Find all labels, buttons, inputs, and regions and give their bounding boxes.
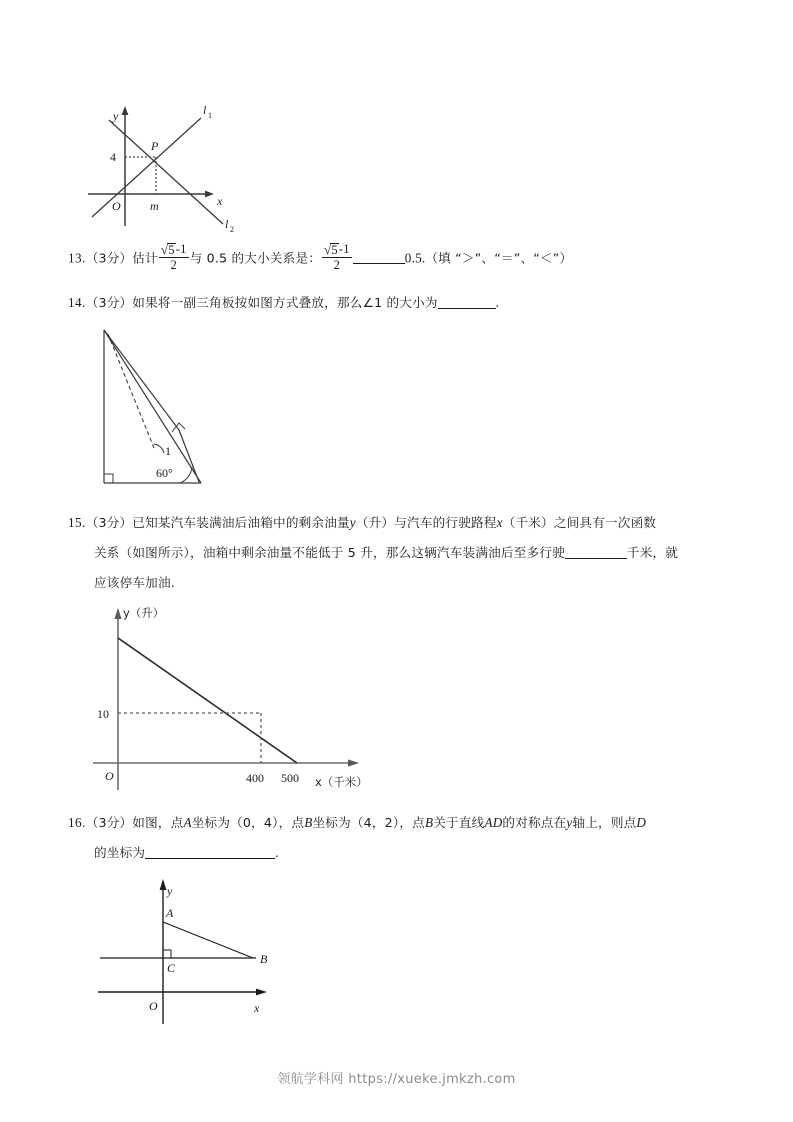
angle-60-arc [180,467,192,483]
q13-hint: （填 “＞”、“＝”、“＜”） [425,250,573,266]
figure-coordinate-plane-abc [88,872,318,1032]
q13-compare-value: 0.5. [404,250,426,266]
y-value-label: 4 [110,150,116,164]
y-axis-arrow [160,879,167,890]
ruler2-right-edge [179,430,199,482]
line-l1-subscript: 1 [208,111,212,120]
right-angle-mark-c [163,950,171,958]
angle-60-label: 60° [156,466,173,480]
origin-label: O [149,999,158,1013]
q13-number: 13. [68,250,86,266]
footer-watermark: 领航学科网 https://xueke.jmkzh.com [277,1072,516,1087]
q14-number: 14. [68,295,86,310]
q15-line2-b: 千米，就 [626,545,679,560]
q16-score: （3分） [85,815,133,830]
angle-1-label: 1 [165,444,171,458]
y-axis-label: y [167,884,173,898]
angle-1-arc [154,444,164,453]
q14-score: （3分） [85,295,133,310]
point-c-label: C [167,961,176,975]
q15-var-y: y [349,515,356,530]
q16-line1-e: 的对称点在 [502,815,567,830]
x-axis-label: x [217,194,223,208]
x-tick-400: 400 [246,771,264,785]
x-axis-arrow [205,191,214,198]
q13-fraction-1: $\frac{√5-1}{2}$ [160,242,187,273]
q15-line1-a: 已知某汽车装满油后油箱中的剩余油量 [132,515,350,530]
point-a-label: A [166,906,174,920]
line-l2-subscript: 2 [230,225,234,234]
q16-answer-blank[interactable] [145,845,275,859]
figure-fuel-graph [85,600,405,795]
line-l1-label: l [203,103,207,117]
x-axis-label: x [254,1001,260,1015]
q15-line1-b: （升）与汽车的行驶路程 [355,515,497,530]
question-16 [68,808,646,868]
q16-point-b: B [304,815,313,830]
q13-radicand-2: 5 [331,243,338,257]
q13-numerator-suffix-2: -1 [338,242,350,256]
y-axis-label: y [113,109,119,123]
q16-line1-f: 轴上，则点 [572,815,637,830]
point-b-label: B [260,952,268,966]
q13-numerator-suffix-1: -1 [175,242,187,256]
x-axis-arrow [348,759,359,766]
q13-denominator-1: 2 [170,258,178,273]
q16-line2-a: 的坐标为 [94,845,146,860]
q15-number: 15. [68,515,86,530]
ruler2-upper-edge [104,330,179,430]
q15-line2-a: 关系（如图所示），油箱中剩余油量不能低于 5 升，那么这辆汽车装满油后至多行驶 [94,545,565,560]
x-tick-500: 500 [281,771,299,785]
q16-number: 16. [68,815,86,830]
q13-text-before: 估计 [132,250,158,266]
y-axis-arrow [114,608,121,619]
q16-axis-y: y [566,815,573,830]
y-axis-label: y（升） [123,606,165,620]
q13-radicand-1: 5 [168,243,175,257]
q16-point-a: A [183,815,192,830]
q14-trailing: . [495,295,500,310]
figure-stacked-triangle-rulers [96,322,286,497]
q16-line-ad: AD [484,815,503,830]
right-angle-mark-bottom-left [104,474,113,483]
question-15 [68,508,678,598]
q13-text-middle: 与 0.5 的大小关系是： [189,250,322,266]
x-axis-arrow [256,989,267,996]
x-value-label: m [150,199,159,213]
q13-score: （3分） [85,250,133,266]
q15-line1-c: （千米）之间具有一次函数 [502,515,657,530]
q16-line1-d: 关于直线 [433,815,485,830]
q13-answer-blank[interactable] [353,250,405,264]
line-l2-label: l [225,217,229,231]
dashed-line [108,334,154,448]
ruler1-hypotenuse [104,330,201,483]
q15-var-x: x [496,515,503,530]
figure-two-intersecting-lines [80,98,250,233]
q15-answer-blank[interactable] [565,545,627,559]
q15-score: （3分） [85,515,133,530]
q13-denominator-2: 2 [333,258,341,273]
q14-text: 如果将一副三角板按如图方式叠放，那么∠1 的大小为 [132,295,438,310]
segment-ab [163,922,253,958]
q15-line3: 应该停车加油. [94,575,175,590]
q16-line1-a: 如图，点 [132,815,184,830]
fuel-data-line [118,638,297,763]
point-p-label: P [151,139,159,153]
q16-line1-c: 坐标为（4，2），点 [312,815,425,830]
q16-point-d: D [636,815,647,830]
x-axis-label: x（千米） [315,775,368,789]
q16-point-b2: B [424,815,434,830]
y-axis-arrow [122,106,129,115]
q14-answer-blank[interactable] [438,295,496,309]
right-angle-mark-ruler2 [172,423,185,432]
question-13 [68,242,572,273]
origin-label: O [112,199,121,213]
line-l1 [92,118,201,217]
q13-fraction-2: $\frac{√5-1}{2}$ [324,242,350,273]
question-14 [68,288,499,318]
q16-line1-b: 坐标为（0，4），点 [191,815,305,830]
origin-label: O [105,769,114,783]
q16-line2-b: . [275,845,279,860]
line-l2 [109,120,223,224]
y-tick-10: 10 [97,707,109,721]
